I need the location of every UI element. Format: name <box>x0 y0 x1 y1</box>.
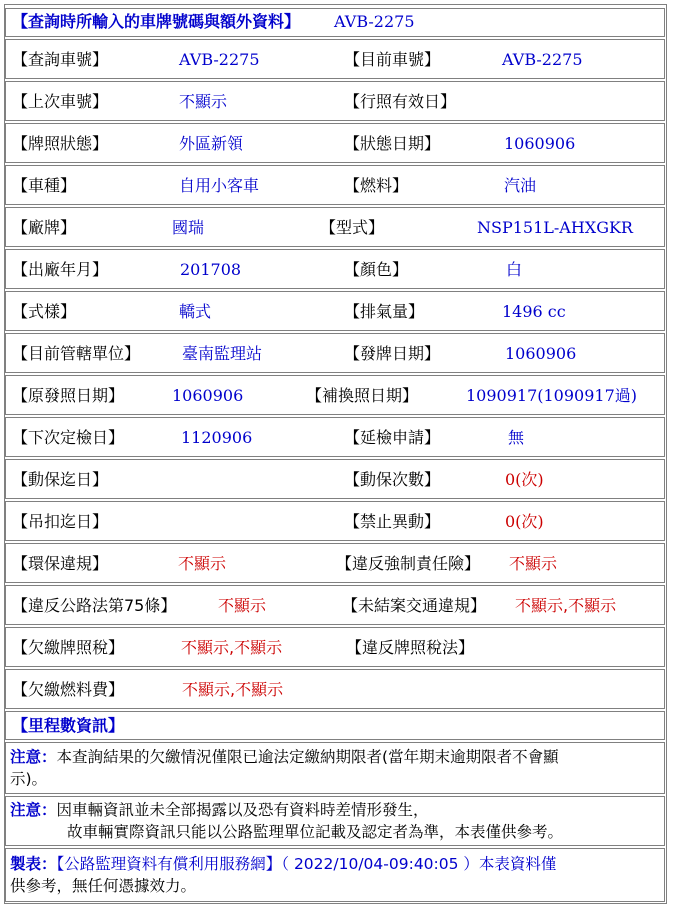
value-current-plate: AVB-2275 <box>502 50 583 69</box>
value-highway-law-violation: 不顯示 <box>218 596 267 615</box>
note-disclaimer-line2: 故車輛實際資訊只能以公路監理單位記載及認定者為準，本表僅供參考。 <box>67 823 564 841</box>
row-vehicle-type <box>5 165 665 205</box>
row-original-license <box>5 375 665 415</box>
value-unpaid-license-tax: 不顯示,不顯示 <box>181 638 283 657</box>
value-body-style: 轎式 <box>179 302 212 321</box>
label-manufacture-date: 【出廠年月】 <box>12 260 109 279</box>
label-fuel: 【燃料】 <box>344 176 409 195</box>
note-source-line1: 【公路監理資料有償利用服務網】（ 2022/10/04-09:40:05 ）本表資料僅 <box>56 855 557 873</box>
value-unpaid-fuel-fee: 不顯示,不顯示 <box>182 680 284 699</box>
note-overdue-line1: 本查詢結果的欠繳情況僅限已逾法定繳納期限者(當年期末逾期限者不會顯 <box>56 748 559 766</box>
row-jurisdiction <box>5 333 665 373</box>
note-source-line2: 供參考，無任何憑據效力。 <box>10 877 197 895</box>
note-overdue-line2: 示)。 <box>10 770 48 788</box>
row-highway-law <box>5 585 665 625</box>
row-next-inspection <box>5 417 665 457</box>
label-insurance-violation: 【違反強制責任險】 <box>336 554 481 573</box>
label-environment-violation: 【環保違規】 <box>12 554 109 573</box>
label-current-plate: 【目前車號】 <box>344 50 441 69</box>
value-displacement: 1496 cc <box>502 302 566 321</box>
label-issue-date: 【發牌日期】 <box>344 344 441 363</box>
label-mortgage-end: 【動保迄日】 <box>12 470 109 489</box>
note-overdue-label: 注意： <box>10 748 57 766</box>
label-highway-law-violation: 【違反公路法第75條】 <box>12 596 177 615</box>
value-environment-violation: 不顯示 <box>178 554 227 573</box>
label-query-plate: 【查詢車號】 <box>12 50 109 69</box>
row-plate <box>5 39 665 79</box>
row-plate-status <box>5 123 665 163</box>
value-manufacture-date: 201708 <box>180 260 242 279</box>
query-title-label: 【查詢時所輸入的車牌號碼與額外資料】 <box>12 12 301 31</box>
label-unpaid-fuel-fee: 【欠繳燃料費】 <box>12 680 125 699</box>
mileage-row <box>5 711 665 740</box>
row-fuel-fee <box>5 669 665 709</box>
value-model: NSP151L-AHXGKR <box>477 218 633 237</box>
value-next-inspection: 1120906 <box>181 428 253 447</box>
label-brand: 【廠牌】 <box>12 218 77 237</box>
value-vehicle-type: 自用小客車 <box>179 176 260 195</box>
note-source-label: 製表： <box>10 855 57 873</box>
label-status-date: 【狀態日期】 <box>344 134 441 153</box>
value-query-plate: AVB-2275 <box>179 50 260 69</box>
label-plate-status: 【牌照狀態】 <box>12 134 109 153</box>
label-displacement: 【排氣量】 <box>344 302 425 321</box>
row-body-style <box>5 291 665 331</box>
label-reissue-date: 【補換照日期】 <box>306 386 419 405</box>
label-next-inspection: 【下次定檢日】 <box>12 428 125 447</box>
value-insurance-violation: 不顯示 <box>509 554 558 573</box>
label-license-valid: 【行照有效日】 <box>344 92 457 111</box>
value-reissue-date: 1090917(1090917過) <box>466 386 638 405</box>
label-mortgage-count: 【動保次數】 <box>344 470 441 489</box>
row-manufacture <box>5 249 665 289</box>
note-source <box>5 848 665 902</box>
value-unsettled-traffic: 不顯示,不顯示 <box>515 596 617 615</box>
row-prev-plate <box>5 81 665 121</box>
note-disclaimer-label: 注意： <box>10 801 57 819</box>
value-transfer-ban: 0(次) <box>505 512 544 531</box>
row-environment <box>5 543 665 583</box>
note-disclaimer-line1: 因車輛資訊並未全部揭露以及恐有資料時差情形發生， <box>56 801 429 819</box>
value-color: 白 <box>506 260 523 279</box>
row-license-tax <box>5 627 665 667</box>
value-issue-date: 1060906 <box>505 344 577 363</box>
value-plate-status: 外區新領 <box>179 134 244 153</box>
value-prev-plate: 不顯示 <box>179 92 228 111</box>
row-brand <box>5 207 665 247</box>
value-inspection-extension: 無 <box>508 428 525 447</box>
query-title-row <box>5 8 665 37</box>
value-original-license-date: 1060906 <box>172 386 244 405</box>
label-vehicle-type: 【車種】 <box>12 176 77 195</box>
label-body-style: 【式樣】 <box>12 302 77 321</box>
label-inspection-extension: 【延檢申請】 <box>344 428 441 447</box>
label-unpaid-license-tax: 【欠繳牌照稅】 <box>12 638 125 657</box>
row-suspension <box>5 501 665 541</box>
label-unsettled-traffic: 【未結案交通違規】 <box>342 596 487 615</box>
value-status-date: 1060906 <box>504 134 576 153</box>
label-original-license-date: 【原發照日期】 <box>12 386 125 405</box>
label-color: 【顏色】 <box>344 260 409 279</box>
value-jurisdiction: 臺南監理站 <box>182 344 263 363</box>
query-title-plate: AVB-2275 <box>334 12 415 31</box>
label-license-tax-law: 【違反牌照稅法】 <box>346 638 475 657</box>
label-model: 【型式】 <box>320 218 385 237</box>
note-disclaimer <box>5 796 665 846</box>
label-transfer-ban: 【禁止異動】 <box>344 512 441 531</box>
label-jurisdiction: 【目前管轄單位】 <box>12 344 141 363</box>
value-brand: 國瑞 <box>172 218 205 237</box>
value-mortgage-count: 0(次) <box>505 470 544 489</box>
value-fuel: 汽油 <box>504 176 537 195</box>
mileage-label: 【里程數資訊】 <box>12 716 125 735</box>
row-chattel-mortgage <box>5 459 665 499</box>
label-prev-plate: 【上次車號】 <box>12 92 109 111</box>
note-overdue <box>5 742 665 794</box>
label-suspension-end: 【吊扣迄日】 <box>12 512 109 531</box>
